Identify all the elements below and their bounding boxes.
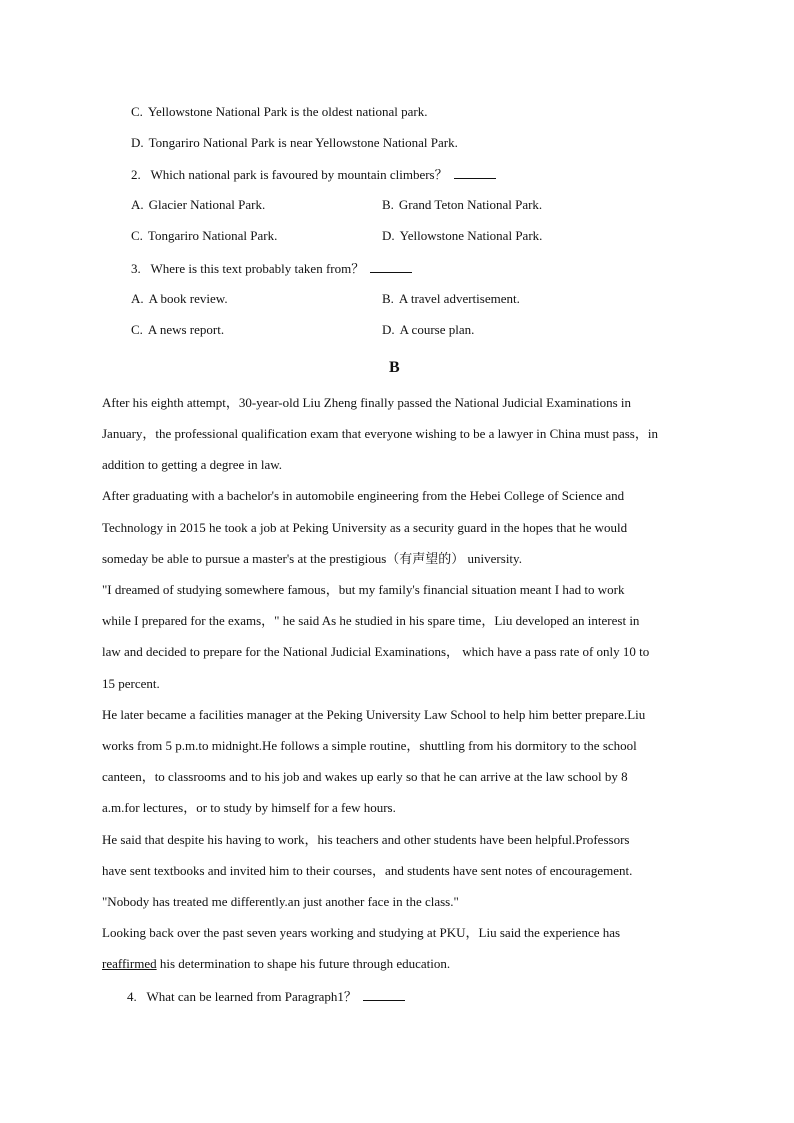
q2-option-a <box>131 197 265 213</box>
option-text: A course plan. <box>399 322 475 337</box>
option-text: Yellowstone National Park is the oldest national park. <box>147 104 428 119</box>
option-letter: C. <box>131 228 143 243</box>
passage-line-last <box>102 956 450 972</box>
passage-line: "Nobody has treated me differently.an just another face in the class." <box>102 894 459 909</box>
passage-line: After his eighth attempt，30-year-old Liu Zheng finally passed the National Judicial Examinations in <box>102 395 631 410</box>
passage-line: law and decided to prepare for the National Judicial Examinations， which have a pass rate of only 10 to <box>102 644 650 659</box>
passage-line: works from 5 p.m.to midnight.He follows a simple routine，shuttling from his dormitory to the school <box>102 738 637 753</box>
option-text: A book review. <box>148 291 228 306</box>
question-number: 2. <box>131 167 141 182</box>
passage-line: After graduating with a bachelor's in automobile engineering from the Hebei College of Science and <box>102 488 625 503</box>
option-letter: A. <box>131 291 144 306</box>
question-number: 4. <box>127 989 137 1004</box>
option-text: Tongariro National Park is near Yellowstone National Park. <box>148 135 458 150</box>
option-text: Yellowstone National Park. <box>399 228 543 243</box>
answer-blank[interactable] <box>454 166 496 179</box>
option-letter: D. <box>382 322 395 337</box>
option-text: A news report. <box>147 322 225 337</box>
option-letter: D. <box>382 228 395 243</box>
option-letter: B. <box>382 197 394 212</box>
option-letter: C. <box>131 104 143 119</box>
passage-line: He later became a facilities manager at the Peking University Law School to help him better prepare.Liu <box>102 707 646 722</box>
section-heading: B <box>389 359 400 376</box>
passage-line: have sent textbooks and invited him to their courses，and students have sent notes of encouragement. <box>102 863 633 878</box>
q3-option-d <box>382 322 474 338</box>
q2-option-d <box>382 228 542 244</box>
passage-line: He said that despite his having to work，his teachers and other students have been helpful.Professors <box>102 832 630 847</box>
passage-line: 15 percent. <box>102 676 160 691</box>
question-stem: What can be learned from Paragraph1？ <box>146 989 357 1004</box>
option-text: Tongariro National Park. <box>147 228 278 243</box>
option-text: Glacier National Park. <box>148 197 266 212</box>
q2-option-b <box>382 197 542 213</box>
passage-line: Looking back over the past seven years working and studying at PKU，Liu said the experience has <box>102 925 621 940</box>
q3-option-a <box>131 291 228 307</box>
q3-option-c <box>131 322 224 338</box>
question-stem: Which national park is favoured by mountain climbers？ <box>150 167 448 182</box>
question-stem: Where is this text probably taken from？ <box>150 261 365 276</box>
q2-option-c <box>131 228 277 244</box>
passage-line: a.m.for lectures，or to study by himself for a few hours. <box>102 800 396 815</box>
underlined-word: reaffirmed <box>102 956 157 971</box>
answer-blank[interactable] <box>363 988 405 1001</box>
prev-option-c <box>131 104 428 120</box>
passage-line: while I prepared for the exams，" he said As he studied in his spare time，Liu developed an interest in <box>102 613 640 628</box>
q3-option-b <box>382 291 520 307</box>
passage-line: someday be able to pursue a master's at the prestigious（有声望的） university. <box>102 551 522 566</box>
option-text: A travel advertisement. <box>398 291 520 306</box>
passage-line: canteen，to classrooms and to his job and wakes up early so that he can arrive at the law school by 8 <box>102 769 628 784</box>
prev-option-d <box>131 135 458 151</box>
passage-line: Technology in 2015 he took a job at Peking University as a security guard in the hopes that he would <box>102 520 628 535</box>
line-rest: his determination to shape his future through education. <box>156 956 451 971</box>
option-text: Grand Teton National Park. <box>398 197 543 212</box>
question-2 <box>131 166 496 183</box>
question-number: 3. <box>131 261 141 276</box>
question-4 <box>127 988 405 1005</box>
option-letter: C. <box>131 322 143 337</box>
passage-line: January，the professional qualification exam that everyone wishing to be a lawyer in China must pass，in <box>102 426 658 441</box>
option-letter: D. <box>131 135 144 150</box>
passage-line: "I dreamed of studying somewhere famous，but my family's financial situation meant I had to work <box>102 582 625 597</box>
answer-blank[interactable] <box>370 260 412 273</box>
passage-line: addition to getting a degree in law. <box>102 457 283 472</box>
option-letter: B. <box>382 291 394 306</box>
question-3 <box>131 260 412 277</box>
option-letter: A. <box>131 197 144 212</box>
